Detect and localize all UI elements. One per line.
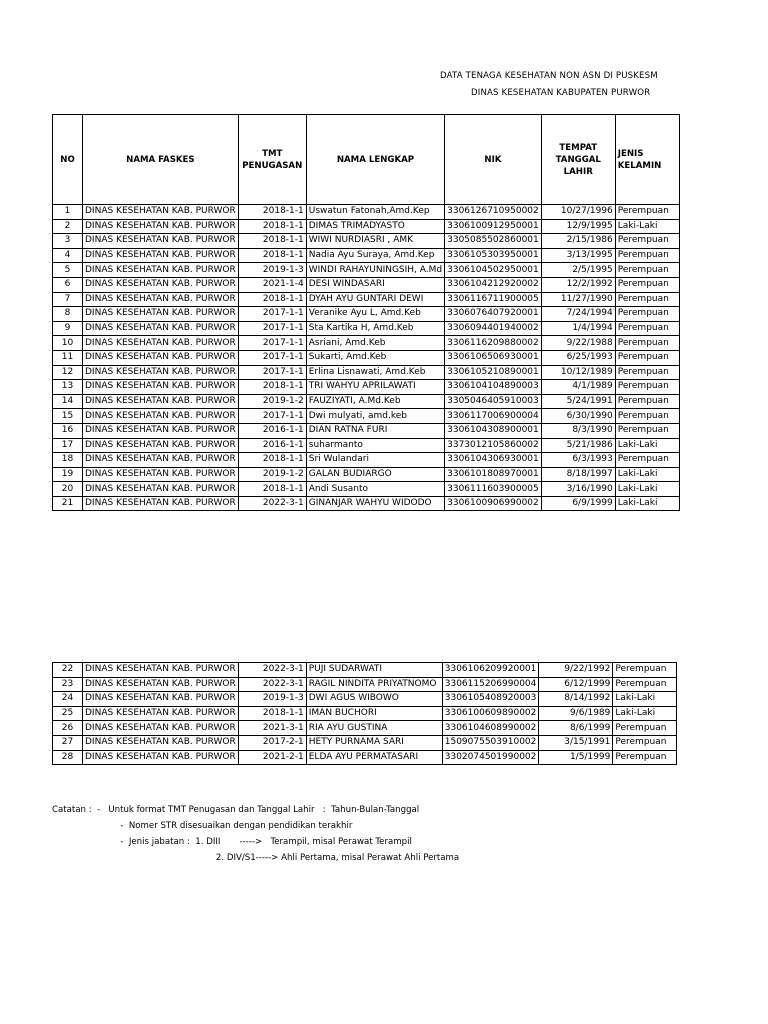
nik-cell: 3306105408920003 <box>442 692 539 707</box>
table-header-row <box>53 115 680 205</box>
header-no: NO <box>53 115 83 205</box>
nik-cell: 3306104104890003 <box>445 380 542 395</box>
faskes-cell: DINAS KESEHATAN KAB. PURWOR <box>83 365 239 380</box>
table-row <box>53 380 680 395</box>
gender-cell: Perempuan <box>615 409 679 424</box>
table-row <box>53 219 680 234</box>
document-title: DATA TENAGA KESEHATAN NON ASN DI PUSKESM <box>440 71 658 81</box>
table-row <box>53 706 677 721</box>
name-cell: Nadia Ayu Suraya, Amd.Kep <box>306 248 444 263</box>
row-number: 16 <box>53 423 83 438</box>
faskes-cell: DINAS KESEHATAN KAB. PURWOR <box>83 307 239 322</box>
faskes-cell: DINAS KESEHATAN KAB. PURWOR <box>83 219 239 234</box>
row-number: 11 <box>53 350 83 365</box>
birth-date-cell: 3/13/1995 <box>541 248 615 263</box>
tmt-cell: 2016-1-1 <box>238 438 306 453</box>
name-cell: RIA AYU GUSTINA <box>306 721 442 736</box>
nik-cell: 3306100609890002 <box>442 706 539 721</box>
tmt-cell: 2021-1-4 <box>238 277 306 292</box>
tmt-cell: 2021-3-1 <box>238 721 306 736</box>
table-body-top <box>53 205 680 511</box>
table-row <box>53 453 680 468</box>
tmt-cell: 2017-1-1 <box>238 365 306 380</box>
faskes-cell: DINAS KESEHATAN KAB. PURWOR <box>83 321 239 336</box>
tmt-cell: 2018-1-1 <box>238 234 306 249</box>
tmt-cell: 2019-1-2 <box>238 467 306 482</box>
row-number: 17 <box>53 438 83 453</box>
faskes-cell: DINAS KESEHATAN KAB. PURWOR <box>83 482 239 497</box>
row-number: 21 <box>53 496 83 511</box>
row-number: 2 <box>53 219 83 234</box>
gender-cell: Laki-Laki <box>615 219 679 234</box>
header-nama: NAMA LENGKAP <box>306 115 444 205</box>
birth-date-cell: 7/24/1994 <box>541 307 615 322</box>
faskes-cell: DINAS KESEHATAN KAB. PURWOR <box>83 453 239 468</box>
name-cell: HETY PURNAMA SARI <box>306 735 442 750</box>
tmt-cell: 2021-2-1 <box>238 750 306 765</box>
faskes-cell: DINAS KESEHATAN KAB. PURWOR <box>83 336 239 351</box>
nik-cell: 3305046405910003 <box>445 394 542 409</box>
row-number: 28 <box>53 750 83 765</box>
gender-cell: Perempuan <box>615 307 679 322</box>
row-number: 8 <box>53 307 83 322</box>
nik-cell: 3306100912950001 <box>445 219 542 234</box>
gender-cell: Laki-Laki <box>615 438 679 453</box>
birth-date-cell: 9/22/1988 <box>541 336 615 351</box>
name-cell: Uswatun Fatonah,Amd.Kep <box>306 205 444 220</box>
table-row <box>53 248 680 263</box>
faskes-cell: DINAS KESEHATAN KAB. PURWOR <box>83 467 239 482</box>
nik-cell: 3305085502860001 <box>445 234 542 249</box>
nik-cell: 3306106209920001 <box>442 663 539 678</box>
gender-cell: Laki-Laki <box>615 496 679 511</box>
nik-cell: 3306104306930001 <box>445 453 542 468</box>
faskes-cell: DINAS KESEHATAN KAB. PURWOR <box>83 248 239 263</box>
birth-date-cell: 6/25/1993 <box>541 350 615 365</box>
faskes-cell: DINAS KESEHATAN KAB. PURWOR <box>83 496 239 511</box>
birth-date-cell: 6/30/1990 <box>541 409 615 424</box>
document-subtitle: DINAS KESEHATAN KABUPATEN PURWOR <box>471 88 651 98</box>
birth-date-cell: 6/3/1993 <box>541 453 615 468</box>
nik-cell: 3306104502950001 <box>445 263 542 278</box>
tmt-cell: 2019-1-2 <box>238 394 306 409</box>
faskes-cell: DINAS KESEHATAN KAB. PURWOR <box>83 234 239 249</box>
birth-date-cell: 6/12/1999 <box>539 677 613 692</box>
gender-cell: Laki-Laki <box>615 482 679 497</box>
table-row <box>53 467 680 482</box>
gender-cell: Perempuan <box>615 321 679 336</box>
nik-cell: 3306116711900005 <box>445 292 542 307</box>
tmt-cell: 2018-1-1 <box>238 453 306 468</box>
nik-cell: 3306104212920002 <box>445 277 542 292</box>
nik-cell: 3306111603900005 <box>445 482 542 497</box>
name-cell: TRI WAHYU APRILAWATI <box>306 380 444 395</box>
gender-cell: Laki-Laki <box>613 706 677 721</box>
nik-cell: 3373012105860002 <box>445 438 542 453</box>
faskes-cell: DINAS KESEHATAN KAB. PURWOR <box>83 409 239 424</box>
table-row <box>53 292 680 307</box>
name-cell: PUJI SUDARWATI <box>306 663 442 678</box>
name-cell: Erlina Lisnawati, Amd.Keb <box>306 365 444 380</box>
birth-date-cell: 10/12/1989 <box>541 365 615 380</box>
tmt-cell: 2018-1-1 <box>238 706 306 721</box>
birth-date-cell: 9/22/1992 <box>539 663 613 678</box>
note-line: - Nomer STR disesuaikan dengan pendidikan terakhir <box>52 821 353 831</box>
faskes-cell: DINAS KESEHATAN KAB. PURWOR <box>83 350 239 365</box>
notes-section <box>52 802 459 866</box>
table-row <box>53 735 677 750</box>
table-row <box>53 350 680 365</box>
name-cell: Sta Kartika H, Amd.Keb <box>306 321 444 336</box>
row-number: 13 <box>53 380 83 395</box>
nik-cell: 3306105210890001 <box>445 365 542 380</box>
birth-date-cell: 8/3/1990 <box>541 423 615 438</box>
gender-cell: Perempuan <box>613 735 677 750</box>
row-number: 19 <box>53 467 83 482</box>
table-row <box>53 307 680 322</box>
gender-cell: Laki-Laki <box>613 692 677 707</box>
faskes-cell: DINAS KESEHATAN KAB. PURWOR <box>83 735 239 750</box>
birth-date-cell: 1/4/1994 <box>541 321 615 336</box>
note-line: - Jenis jabatan : 1. DIII -----> Terampil, misal Perawat Terampil <box>52 837 412 847</box>
faskes-cell: DINAS KESEHATAN KAB. PURWOR <box>83 750 239 765</box>
tmt-cell: 2017-1-1 <box>238 350 306 365</box>
gender-cell: Perempuan <box>615 248 679 263</box>
nik-cell: 3306100906990002 <box>445 496 542 511</box>
table-row <box>53 677 677 692</box>
gender-cell: Perempuan <box>615 350 679 365</box>
row-number: 24 <box>53 692 83 707</box>
tmt-cell: 2017-1-1 <box>238 307 306 322</box>
table-row <box>53 205 680 220</box>
nik-cell: 3302074501990002 <box>442 750 539 765</box>
birth-date-cell: 8/18/1997 <box>541 467 615 482</box>
gender-cell: Perempuan <box>615 292 679 307</box>
name-cell: suharmanto <box>306 438 444 453</box>
gender-cell: Perempuan <box>615 263 679 278</box>
birth-date-cell: 9/6/1989 <box>539 706 613 721</box>
tmt-cell: 2017-2-1 <box>238 735 306 750</box>
faskes-cell: DINAS KESEHATAN KAB. PURWOR <box>83 721 239 736</box>
table-row <box>53 234 680 249</box>
name-cell: GALAN BUDIARGO <box>306 467 444 482</box>
nik-cell: 3306094401940002 <box>445 321 542 336</box>
faskes-cell: DINAS KESEHATAN KAB. PURWOR <box>83 438 239 453</box>
table-row <box>53 365 680 380</box>
table-row <box>53 496 680 511</box>
gender-cell: Perempuan <box>615 205 679 220</box>
birth-date-cell: 5/24/1991 <box>541 394 615 409</box>
row-number: 1 <box>53 205 83 220</box>
table-row <box>53 423 680 438</box>
name-cell: DYAH AYU GUNTARI DEWI <box>306 292 444 307</box>
gender-cell: Perempuan <box>615 453 679 468</box>
faskes-cell: DINAS KESEHATAN KAB. PURWOR <box>83 394 239 409</box>
faskes-cell: DINAS KESEHATAN KAB. PURWOR <box>83 677 239 692</box>
birth-date-cell: 5/21/1986 <box>541 438 615 453</box>
header-jenis-kelamin: JENIS KELAMIN <box>615 115 679 205</box>
nik-cell: 1509075503910002 <box>442 735 539 750</box>
staff-table-top <box>52 114 763 514</box>
row-number: 27 <box>53 735 83 750</box>
nik-cell: 3306116209880002 <box>445 336 542 351</box>
row-number: 7 <box>53 292 83 307</box>
nik-cell: 3306126710950002 <box>445 205 542 220</box>
tmt-cell: 2018-1-1 <box>238 248 306 263</box>
gender-cell: Perempuan <box>613 677 677 692</box>
name-cell: Veranike Ayu L, Amd.Keb <box>306 307 444 322</box>
tmt-cell: 2016-1-1 <box>238 423 306 438</box>
faskes-cell: DINAS KESEHATAN KAB. PURWOR <box>83 292 239 307</box>
name-cell: DESI WINDASARI <box>306 277 444 292</box>
row-number: 20 <box>53 482 83 497</box>
name-cell: WINDI RAHAYUNINGSIH, A.Md <box>306 263 444 278</box>
nik-cell: 3306117006900004 <box>445 409 542 424</box>
birth-date-cell: 6/9/1999 <box>541 496 615 511</box>
tmt-cell: 2018-1-1 <box>238 292 306 307</box>
tmt-cell: 2017-1-1 <box>238 321 306 336</box>
faskes-cell: DINAS KESEHATAN KAB. PURWOR <box>83 263 239 278</box>
row-number: 25 <box>53 706 83 721</box>
birth-date-cell: 12/2/1992 <box>541 277 615 292</box>
birth-date-cell: 8/14/1992 <box>539 692 613 707</box>
faskes-cell: DINAS KESEHATAN KAB. PURWOR <box>83 692 239 707</box>
tmt-cell: 2019-1-3 <box>238 692 306 707</box>
gender-cell: Perempuan <box>615 394 679 409</box>
note-line: Catatan : - Untuk format TMT Penugasan dan Tanggal Lahir : Tahun-Bulan-Tanggal <box>52 805 420 815</box>
table-row <box>53 336 680 351</box>
header-tmt: TMT PENUGASAN <box>238 115 306 205</box>
row-number: 15 <box>53 409 83 424</box>
faskes-cell: DINAS KESEHATAN KAB. PURWOR <box>83 423 239 438</box>
faskes-cell: DINAS KESEHATAN KAB. PURWOR <box>83 663 239 678</box>
header-faskes: NAMA FASKES <box>83 115 239 205</box>
tmt-cell: 2018-1-1 <box>238 205 306 220</box>
header-tempat-tanggal-lahir: TEMPAT TANGGAL LAHIR <box>541 115 615 205</box>
table-row <box>53 438 680 453</box>
table-row <box>53 482 680 497</box>
name-cell: DWI AGUS WIBOWO <box>306 692 442 707</box>
row-number: 14 <box>53 394 83 409</box>
row-number: 5 <box>53 263 83 278</box>
name-cell: RAGIL NINDITA PRIYATNOMO <box>306 677 442 692</box>
gender-cell: Perempuan <box>615 423 679 438</box>
name-cell: Sri Wulandari <box>306 453 444 468</box>
faskes-cell: DINAS KESEHATAN KAB. PURWOR <box>83 706 239 721</box>
birth-date-cell: 10/27/1996 <box>541 205 615 220</box>
row-number: 22 <box>53 663 83 678</box>
birth-date-cell: 3/15/1991 <box>539 735 613 750</box>
tmt-cell: 2018-1-1 <box>238 482 306 497</box>
tmt-cell: 2018-1-1 <box>238 380 306 395</box>
gender-cell: Perempuan <box>613 663 677 678</box>
gender-cell: Laki-Laki <box>615 467 679 482</box>
table-row <box>53 321 680 336</box>
staff-table-bottom <box>52 662 763 774</box>
nik-cell: 3306104608990002 <box>442 721 539 736</box>
birth-date-cell: 2/15/1986 <box>541 234 615 249</box>
faskes-cell: DINAS KESEHATAN KAB. PURWOR <box>83 205 239 220</box>
birth-date-cell: 2/5/1995 <box>541 263 615 278</box>
gender-cell: Perempuan <box>615 234 679 249</box>
table-row <box>53 277 680 292</box>
name-cell: WIWI NURDIASRI , AMK <box>306 234 444 249</box>
tmt-cell: 2019-1-3 <box>238 263 306 278</box>
gender-cell: Perempuan <box>615 365 679 380</box>
name-cell: DIAN RATNA FURI <box>306 423 444 438</box>
gender-cell: Perempuan <box>615 277 679 292</box>
nik-cell: 3306106506930001 <box>445 350 542 365</box>
birth-date-cell: 3/16/1990 <box>541 482 615 497</box>
table-row <box>53 263 680 278</box>
table-row <box>53 692 677 707</box>
row-number: 6 <box>53 277 83 292</box>
nik-cell: 3306076407920001 <box>445 307 542 322</box>
birth-date-cell: 8/6/1999 <box>539 721 613 736</box>
name-cell: ELDA AYU PERMATASARI <box>306 750 442 765</box>
row-number: 10 <box>53 336 83 351</box>
birth-date-cell: 11/27/1990 <box>541 292 615 307</box>
table-row <box>53 394 680 409</box>
tmt-cell: 2017-1-1 <box>238 336 306 351</box>
row-number: 4 <box>53 248 83 263</box>
row-number: 9 <box>53 321 83 336</box>
row-number: 12 <box>53 365 83 380</box>
name-cell: FAUZIYATI, A.Md.Keb <box>306 394 444 409</box>
tmt-cell: 2022-3-1 <box>238 496 306 511</box>
gender-cell: Perempuan <box>615 380 679 395</box>
birth-date-cell: 1/5/1999 <box>539 750 613 765</box>
row-number: 26 <box>53 721 83 736</box>
nik-cell: 3306115206990004 <box>442 677 539 692</box>
faskes-cell: DINAS KESEHATAN KAB. PURWOR <box>83 380 239 395</box>
nik-cell: 3306105303950001 <box>445 248 542 263</box>
row-number: 23 <box>53 677 83 692</box>
table-row <box>53 663 677 678</box>
table-body-bottom <box>53 663 677 765</box>
birth-date-cell: 12/9/1995 <box>541 219 615 234</box>
name-cell: GINANJAR WAHYU WIDODO <box>306 496 444 511</box>
gender-cell: Perempuan <box>613 750 677 765</box>
gender-cell: Perempuan <box>615 336 679 351</box>
nik-cell: 3306104308900001 <box>445 423 542 438</box>
tmt-cell: 2022-3-1 <box>238 663 306 678</box>
name-cell: Asriani, Amd.Keb <box>306 336 444 351</box>
name-cell: Dwi mulyati, amd.keb <box>306 409 444 424</box>
name-cell: Sukarti, Amd.Keb <box>306 350 444 365</box>
table-row <box>53 750 677 765</box>
birth-date-cell: 4/1/1989 <box>541 380 615 395</box>
name-cell: Andi Susanto <box>306 482 444 497</box>
name-cell: IMAN BUCHORI <box>306 706 442 721</box>
tmt-cell: 2022-3-1 <box>238 677 306 692</box>
tmt-cell: 2017-1-1 <box>238 409 306 424</box>
name-cell: DIMAS TRIMADYASTO <box>306 219 444 234</box>
table-row <box>53 409 680 424</box>
gender-cell: Perempuan <box>613 721 677 736</box>
row-number: 18 <box>53 453 83 468</box>
note-line: 2. DIV/S1-----> Ahli Pertama, misal Perawat Ahli Pertama <box>52 853 460 863</box>
row-number: 3 <box>53 234 83 249</box>
header-nik: NIK <box>445 115 542 205</box>
table-row <box>53 721 677 736</box>
nik-cell: 3306101808970001 <box>445 467 542 482</box>
faskes-cell: DINAS KESEHATAN KAB. PURWOR <box>83 277 239 292</box>
tmt-cell: 2018-1-1 <box>238 219 306 234</box>
